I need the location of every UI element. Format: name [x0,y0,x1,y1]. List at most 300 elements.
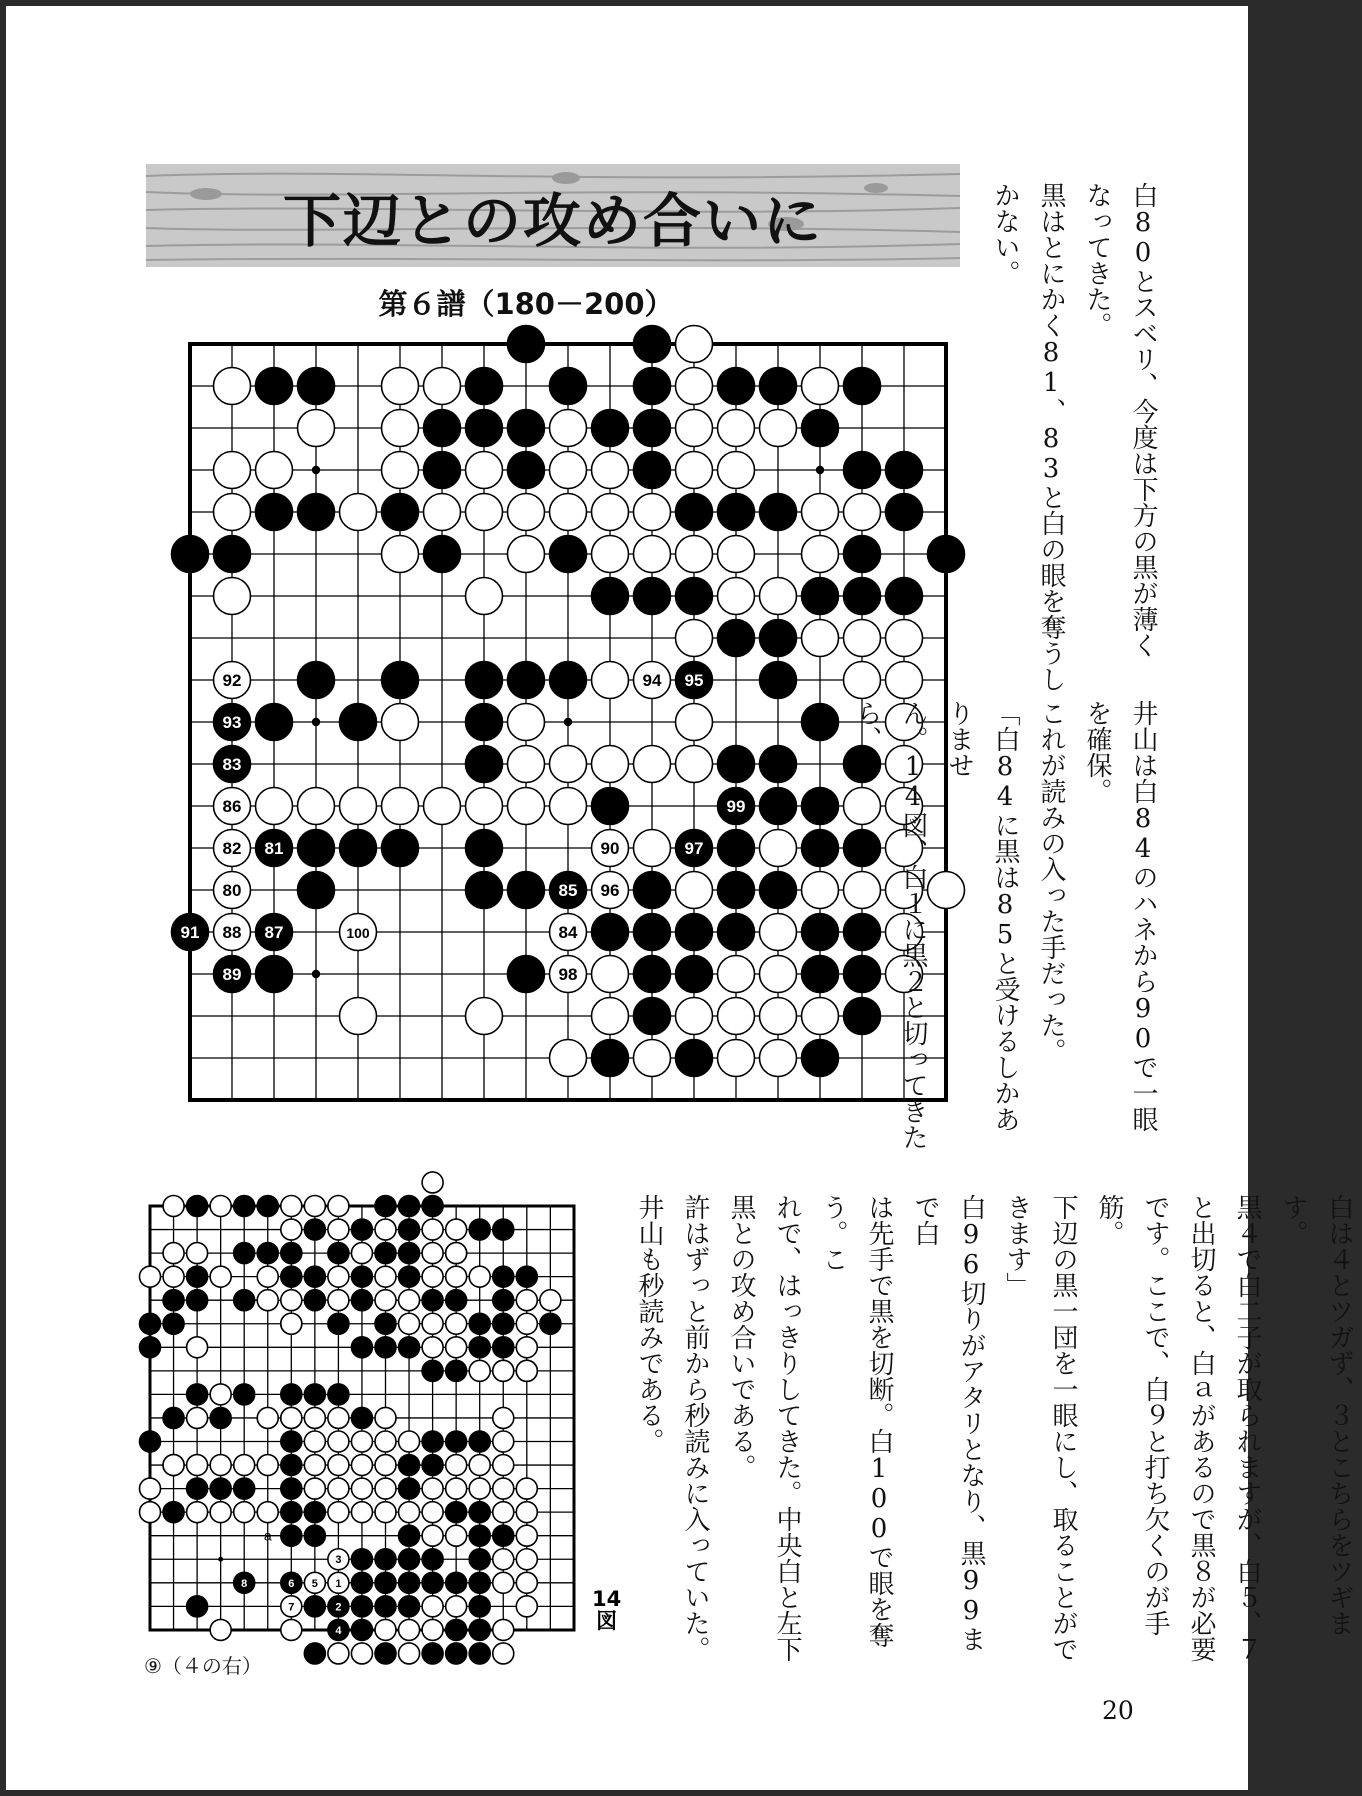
white-stone [469,1478,490,1499]
white-stone [281,1290,302,1311]
white-stone [304,1455,325,1476]
black-stone [718,368,755,405]
black-stone [256,368,293,405]
white-stone [399,1619,420,1640]
black-stone [399,1455,420,1476]
white-stone [718,1040,755,1077]
white-stone [516,1478,537,1499]
black-stone [304,1384,325,1405]
black-stone [802,1040,839,1077]
white-stone [718,452,755,489]
white-stone [466,788,503,825]
white-stone [446,1266,467,1287]
black-stone [424,410,461,447]
page-number: 20 [1102,1696,1134,1725]
move-number-label: 5 [311,1577,318,1590]
black-stone [469,1431,490,1452]
black-stone [351,1337,372,1358]
white-stone [676,410,713,447]
white-stone [718,578,755,615]
black-stone [493,1266,514,1287]
white-stone [422,1619,443,1640]
white-stone [375,1266,396,1287]
book-page [6,6,1354,1790]
black-stone [592,410,629,447]
black-stone [163,1407,184,1428]
white-stone [382,788,419,825]
black-stone [375,1549,396,1570]
move-number-label: 93 [222,713,242,733]
white-stone [634,830,671,867]
white-stone [760,578,797,615]
white-stone [446,1219,467,1240]
white-stone [493,1619,514,1640]
white-stone [446,1525,467,1546]
black-stone [304,1643,325,1664]
black-stone [446,1502,467,1523]
white-stone [760,830,797,867]
black-stone [351,1572,372,1593]
black-stone [140,1313,161,1334]
black-stone [399,1219,420,1240]
black-stone [508,662,545,699]
white-stone [469,1455,490,1476]
white-stone [493,1455,514,1476]
white-stone [210,1196,231,1217]
white-stone [493,1478,514,1499]
white-stone [516,1596,537,1617]
white-stone [304,1196,325,1217]
move-number-label: 4 [335,1624,342,1637]
white-stone [163,1455,184,1476]
white-stone [550,410,587,447]
white-stone [234,1455,255,1476]
star-point [816,466,824,474]
move-number-label: 90 [600,839,620,859]
black-stone [424,452,461,489]
black-stone [375,1572,396,1593]
black-stone [760,620,797,657]
black-stone [844,536,881,573]
black-stone [172,536,209,573]
white-stone [257,1266,278,1287]
move-number-label: 7 [288,1601,295,1614]
chapter-title: 下辺との攻め合いに [282,186,823,255]
black-stone [351,1549,372,1570]
white-stone [399,1313,420,1334]
white-stone [508,704,545,741]
black-stone [592,788,629,825]
black-stone [592,914,629,951]
white-stone [340,788,377,825]
black-stone [466,410,503,447]
black-stone [187,1478,208,1499]
white-stone [328,1407,349,1428]
white-stone [382,536,419,573]
white-stone [516,1337,537,1358]
white-stone [187,1455,208,1476]
move-number-label: 92 [222,671,242,691]
black-stone [382,494,419,531]
white-stone [516,1290,537,1311]
black-stone [886,494,923,531]
commentary-middle: 井山は白84のハネから90で一眼を確保。 これが読みの入った手だった。 「白84に黒は85と受けるしかありませ ん。14図、白１に黒２と切ってきたら、 [852,700,1158,1150]
white-stone [351,1455,372,1476]
black-stone [340,830,377,867]
white-stone [328,1643,349,1664]
black-stone [399,1196,420,1217]
move-number-label: 82 [222,839,242,859]
black-stone [399,1337,420,1358]
white-stone [676,746,713,783]
white-stone [256,452,293,489]
white-stone [422,1596,443,1617]
black-stone [375,1243,396,1264]
black-stone [550,662,587,699]
white-stone [399,1643,420,1664]
black-stone [469,1337,490,1358]
black-stone [466,746,503,783]
black-stone [140,1431,161,1452]
black-stone [508,452,545,489]
white-stone [676,872,713,909]
black-stone [466,872,503,909]
white-stone [493,1502,514,1523]
white-stone [304,1478,325,1499]
black-stone [281,1431,302,1452]
white-stone [422,1219,443,1240]
white-stone [592,662,629,699]
black-stone [493,1313,514,1334]
black-stone [256,704,293,741]
white-stone [257,1455,278,1476]
white-stone [550,1040,587,1077]
black-stone [550,536,587,573]
white-stone [375,1478,396,1499]
move-number-label: 94 [642,671,662,691]
black-stone [298,662,335,699]
white-stone [760,1040,797,1077]
black-stone [446,1360,467,1381]
white-stone [676,704,713,741]
black-stone [634,872,671,909]
white-stone [466,494,503,531]
white-stone [634,746,671,783]
black-stone [466,830,503,867]
white-stone [214,578,251,615]
white-stone [351,1478,372,1499]
black-stone [634,452,671,489]
white-stone [469,1266,490,1287]
black-stone [508,326,545,363]
white-stone [516,1525,537,1546]
white-stone [508,746,545,783]
move-number-label: 98 [558,965,578,985]
black-stone [187,1596,208,1617]
black-stone [469,1549,490,1570]
white-stone [328,1455,349,1476]
black-stone [304,1596,325,1617]
black-stone [634,998,671,1035]
move-number-label: 95 [684,671,704,691]
white-stone [375,1431,396,1452]
black-stone [493,1337,514,1358]
black-stone [676,1040,713,1077]
black-stone [422,1455,443,1476]
white-stone [634,494,671,531]
black-stone [493,1219,514,1240]
white-stone [550,494,587,531]
white-stone [676,536,713,573]
black-stone [234,1384,255,1405]
fig14-point-a: a [263,1527,272,1544]
black-stone [257,1196,278,1217]
move-number-label: 97 [684,839,704,859]
white-stone [802,620,839,657]
move-number-label: 86 [222,797,242,817]
black-stone [304,1502,325,1523]
white-stone [382,704,419,741]
black-stone [802,788,839,825]
white-stone [760,956,797,993]
move-number-label: 85 [558,881,578,901]
black-stone [422,1643,443,1664]
white-stone [592,536,629,573]
white-stone [375,1407,396,1428]
white-stone [375,1290,396,1311]
move-number-label: 3 [335,1554,342,1567]
white-stone [298,788,335,825]
star-point [564,718,572,726]
black-stone [304,1219,325,1240]
black-stone [676,494,713,531]
black-stone [187,1196,208,1217]
move-number-label: 2 [335,1601,342,1614]
white-stone [676,452,713,489]
black-stone [298,872,335,909]
black-stone [140,1337,161,1358]
black-stone [592,578,629,615]
white-stone [422,1266,443,1287]
white-stone [422,1502,443,1523]
white-stone [446,1337,467,1358]
black-stone [281,1384,302,1405]
black-stone [422,1196,443,1217]
black-stone [760,662,797,699]
black-stone [469,1619,490,1640]
white-stone [187,1502,208,1523]
white-stone [210,1266,231,1287]
white-stone [493,1431,514,1452]
white-stone [540,1290,561,1311]
black-stone [375,1313,396,1334]
white-stone [328,1431,349,1452]
white-stone [375,1619,396,1640]
black-stone [375,1196,396,1217]
move-number-label: 83 [222,755,242,775]
black-stone [634,326,671,363]
white-stone [340,494,377,531]
white-stone [424,494,461,531]
move-number-label: 81 [264,839,284,859]
white-stone [592,746,629,783]
black-stone [676,956,713,993]
black-stone [446,1643,467,1664]
black-stone [210,1407,231,1428]
black-stone [469,1502,490,1523]
white-stone [550,452,587,489]
white-stone [328,1502,349,1523]
black-stone [163,1290,184,1311]
black-stone [256,494,293,531]
white-stone [493,1549,514,1570]
white-stone [718,998,755,1035]
black-stone [298,494,335,531]
white-stone [214,368,251,405]
white-stone [281,1407,302,1428]
white-stone [351,1502,372,1523]
white-stone [256,788,293,825]
black-stone [375,1643,396,1664]
white-stone [508,788,545,825]
white-stone [760,914,797,951]
black-stone [214,536,251,573]
white-stone [328,1219,349,1240]
white-stone [844,494,881,531]
move-number-label: 99 [726,797,746,817]
move-number-label: 100 [346,925,370,942]
white-stone [351,1243,372,1264]
black-stone [399,1525,420,1546]
white-stone [634,1040,671,1077]
white-stone [234,1502,255,1523]
black-stone [234,1243,255,1264]
black-stone [187,1384,208,1405]
white-stone [718,956,755,993]
white-stone [718,410,755,447]
black-stone [508,872,545,909]
black-stone [844,452,881,489]
move-number-label: 80 [222,881,242,901]
white-stone [446,1478,467,1499]
white-stone [140,1502,161,1523]
black-stone [466,662,503,699]
white-stone [304,1407,325,1428]
black-stone [351,1219,372,1240]
black-stone [469,1313,490,1334]
black-stone [540,1313,561,1334]
commentary-top: 白80とスベリ、今度は下方の黒が薄く なってきた。 黒はとにかく81、83と白の眼を奪うし かない。 [990,182,1158,692]
white-stone [424,368,461,405]
white-stone [446,1455,467,1476]
black-stone [550,368,587,405]
black-stone [718,746,755,783]
white-stone [210,1455,231,1476]
black-stone [399,1243,420,1264]
black-stone [422,1360,443,1381]
star-point [218,1557,223,1562]
white-stone [257,1407,278,1428]
black-stone [281,1502,302,1523]
white-stone [328,1478,349,1499]
diagram-caption: 第６譜（180－200） [378,287,674,321]
black-stone [187,1266,208,1287]
white-stone [802,536,839,573]
white-stone [676,998,713,1035]
white-stone [446,1313,467,1334]
white-stone [328,1196,349,1217]
white-stone [382,368,419,405]
white-stone [163,1243,184,1264]
star-point [312,718,320,726]
black-stone [802,956,839,993]
black-stone [399,1478,420,1499]
black-stone [469,1643,490,1664]
black-stone [802,410,839,447]
white-stone [304,1431,325,1452]
black-stone [422,1549,443,1570]
black-stone [234,1196,255,1217]
white-stone [676,326,713,363]
white-stone [422,1243,443,1264]
white-stone [281,1219,302,1240]
white-stone [187,1243,208,1264]
black-stone [469,1219,490,1240]
black-stone [187,1290,208,1311]
black-stone [466,704,503,741]
white-stone [844,620,881,657]
black-stone [281,1455,302,1476]
white-stone [140,1266,161,1287]
move-number-label: 8 [241,1577,248,1590]
black-stone [886,452,923,489]
black-stone [399,1549,420,1570]
white-stone [802,998,839,1035]
white-stone [493,1572,514,1593]
move-number-label: 87 [264,923,284,943]
white-stone [140,1478,161,1499]
white-stone [257,1502,278,1523]
move-number-label: 84 [558,923,578,943]
white-stone [351,1643,372,1664]
white-stone [844,662,881,699]
white-stone [399,1431,420,1452]
black-stone [634,368,671,405]
black-stone [328,1384,349,1405]
black-stone [375,1337,396,1358]
white-stone [802,368,839,405]
white-stone [493,1643,514,1664]
white-stone [634,536,671,573]
white-stone [187,1407,208,1428]
white-stone [493,1407,514,1428]
black-stone [257,1243,278,1264]
black-stone [351,1596,372,1617]
white-stone [802,494,839,531]
white-stone [508,536,545,573]
white-stone [493,1360,514,1381]
white-stone [422,1337,443,1358]
black-stone [351,1619,372,1640]
black-stone [424,536,461,573]
black-stone [399,1572,420,1593]
black-stone [328,1243,349,1264]
figure-14-board [130,1186,594,1644]
white-stone [422,1525,443,1546]
white-stone [446,1243,467,1264]
white-stone [446,1596,467,1617]
black-stone [163,1502,184,1523]
